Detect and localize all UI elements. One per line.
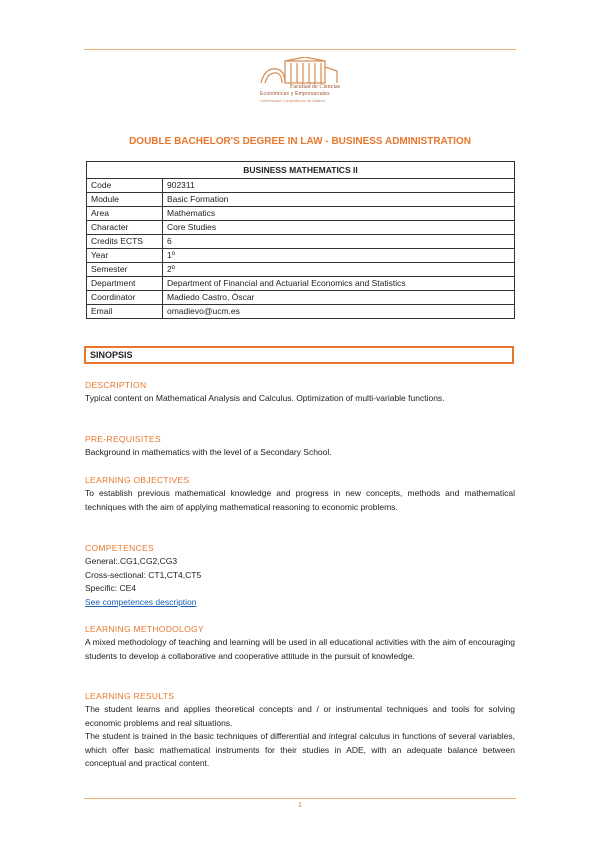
row-value: Core Studies xyxy=(163,221,515,235)
methodology-heading: LEARNING METHODOLOGY xyxy=(85,624,204,634)
sinopsis-label: SINOPSIS xyxy=(90,350,133,360)
row-label: Year xyxy=(87,249,163,263)
results-text-1: The student learns and applies theoretical concepts and / or instrumental techniques and tools for solving economic problems and real situations. xyxy=(85,704,515,728)
row-label: Code xyxy=(87,179,163,193)
competences-specific: Specific: CE4 xyxy=(85,583,137,593)
course-name-header: BUSINESS MATHEMATICS II xyxy=(87,162,515,179)
table-row xyxy=(87,221,515,235)
row-value: Madiedo Castro, Óscar xyxy=(163,291,515,305)
sinopsis-box xyxy=(84,346,514,364)
row-value: 2º xyxy=(163,263,515,277)
degree-title: DOUBLE BACHELOR'S DEGREE IN LAW - BUSINESS ADMINISTRATION xyxy=(129,136,471,147)
results-section xyxy=(85,690,515,771)
prerequisites-heading: PRE-REQUISITES xyxy=(85,434,161,444)
course-info-table xyxy=(86,161,515,319)
table-row xyxy=(87,291,515,305)
top-rule xyxy=(84,49,516,50)
objectives-text: To establish previous mathematical knowledge and progress in new concepts, methods and mathematical techniques with the aim of applying mathematical reasoning to economic problems. xyxy=(85,488,515,512)
competences-description-link[interactable]: See competences description xyxy=(85,596,197,607)
row-value: Basic Formation xyxy=(163,193,515,207)
row-value: Department of Financial and Actuarial Economics and Statistics xyxy=(163,277,515,291)
table-row xyxy=(87,235,515,249)
row-label: Coordinator xyxy=(87,291,163,305)
methodology-text: A mixed methodology of teaching and learning will be used in all educational activities with the aim of encouraging students to develop a collaborative and cooperative attitude in the pursuit of knowledge. xyxy=(85,637,515,661)
faculty-logo xyxy=(255,57,347,109)
row-label: Department xyxy=(87,277,163,291)
objectives-heading: LEARNING OBJECTIVES xyxy=(85,475,190,485)
row-label: Area xyxy=(87,207,163,221)
description-section xyxy=(85,379,515,406)
competences-cross: Cross-sectional: CT1,CT4,CT5 xyxy=(85,569,202,580)
logo-line-3: Universidad Complutense de Madrid xyxy=(260,98,325,103)
bottom-rule xyxy=(84,798,516,799)
logo-line-1: Facultad de Ciencias xyxy=(290,84,340,90)
logo-line-2: Económicas y Empresariales xyxy=(260,91,330,97)
row-label: Character xyxy=(87,221,163,235)
row-value: 6 xyxy=(163,235,515,249)
competences-section xyxy=(85,542,515,609)
table-row xyxy=(87,249,515,263)
competences-general: General:.CG1,CG2,CG3 xyxy=(85,556,178,566)
competences-heading: COMPETENCES xyxy=(85,543,154,553)
row-value: 902311 xyxy=(163,179,515,193)
results-heading: LEARNING RESULTS xyxy=(85,691,175,701)
description-text: Typical content on Mathematical Analysis and Calculus. Optimization of multi-variable functions. xyxy=(85,393,445,403)
table-row xyxy=(87,305,515,319)
row-label: Module xyxy=(87,193,163,207)
table-row xyxy=(87,193,515,207)
table-row xyxy=(87,207,515,221)
prerequisites-section xyxy=(85,433,515,460)
row-label: Email xyxy=(87,305,163,319)
description-heading: DESCRIPTION xyxy=(85,380,147,390)
row-label: Credits ECTS xyxy=(87,235,163,249)
row-label: Semester xyxy=(87,263,163,277)
table-row xyxy=(87,179,515,193)
table-row xyxy=(87,263,515,277)
table-row xyxy=(87,277,515,291)
row-value: omadievo@ucm.es xyxy=(163,305,515,319)
table-header-row xyxy=(87,162,515,179)
results-text-2: The student is trained in the basic techniques of differential and integral calculus in functions of several variables, which offer basic mathematical instruments for their studies in ADE, with an adequate balance between conceptual and practical content. xyxy=(85,731,515,768)
row-value: Mathematics xyxy=(163,207,515,221)
objectives-section xyxy=(85,474,515,514)
methodology-section xyxy=(85,623,515,663)
row-value: 1º xyxy=(163,249,515,263)
prerequisites-text: Background in mathematics with the level of a Secondary School. xyxy=(85,447,332,457)
page-number: 1 xyxy=(298,802,302,809)
